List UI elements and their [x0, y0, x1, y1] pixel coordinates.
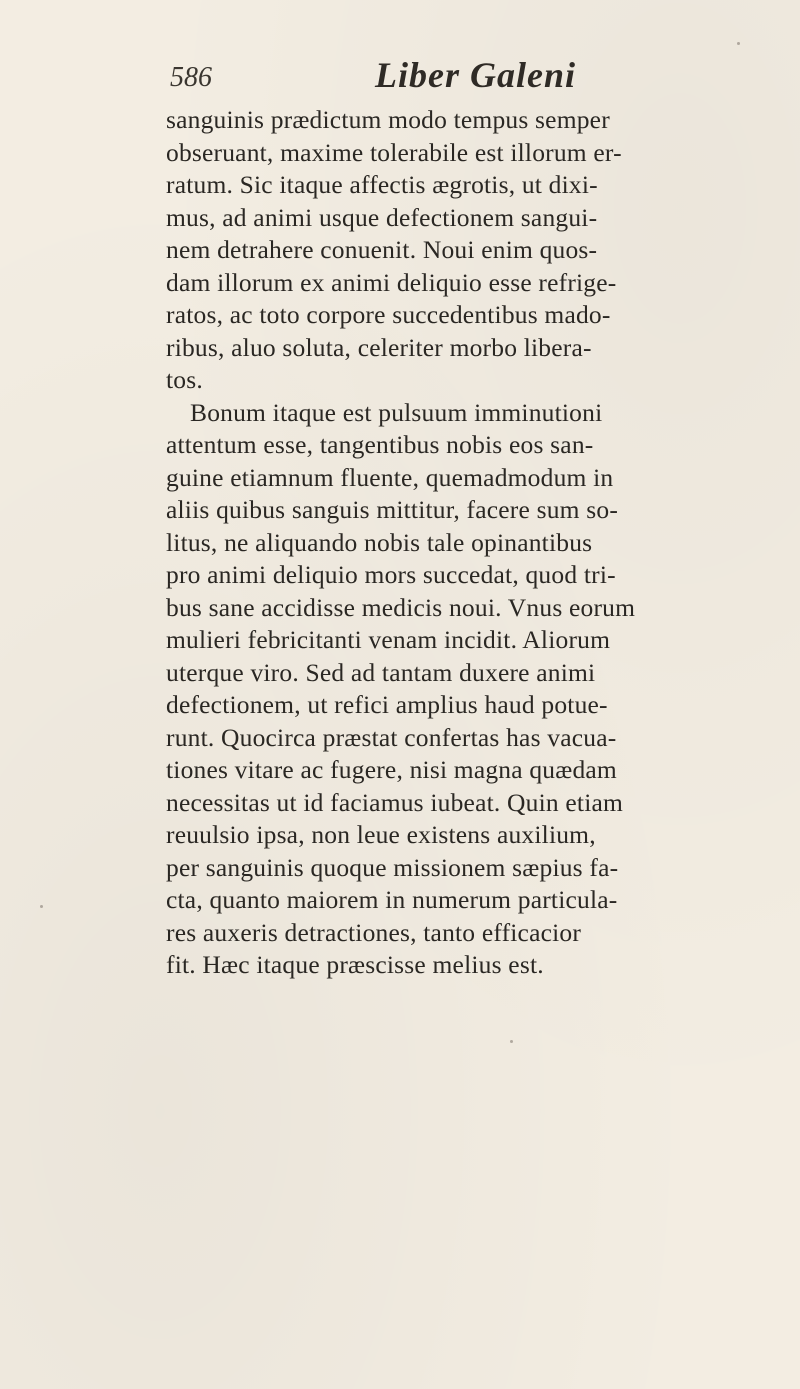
text-line: ratos, ac toto corpore succedentibus mado- [166, 300, 611, 329]
book-title: Liber Galeni [375, 55, 576, 95]
text-line: attentum esse, tangentibus nobis eos san- [166, 430, 594, 459]
text-line: reuulsio ipsa, non leue existens auxilium, [166, 820, 596, 849]
body-text [166, 104, 766, 982]
paragraph-start-line: Bonum itaque est pulsuum imminutioni [190, 397, 603, 427]
text-line: ratum. Sic itaque affectis ægrotis, ut dixi- [166, 170, 598, 199]
text-line: obseruant, maxime tolerabile est illorum er- [166, 137, 622, 167]
text-line: sanguinis prædictum modo tempus semper [166, 105, 610, 134]
running-head [170, 55, 610, 102]
text-line: necessitas ut id faciamus iubeat. Quin etiam [166, 787, 624, 817]
text-line: nem detrahere conuenit. Noui enim quos- [166, 235, 598, 264]
text-line: fit. Hæc itaque præscisse melius est. [166, 950, 544, 979]
text-line: res auxeris detractiones, tanto efficacior [166, 917, 582, 947]
text-line: uterque viro. Sed ad tantam duxere animi [166, 657, 596, 687]
text-line: guine etiamnum fluente, quemadmodum in [166, 462, 614, 492]
text-line: mus, ad animi usque defectionem sangui- [166, 202, 598, 232]
text-line: pro animi deliquio mors succedat, quod tri- [166, 560, 616, 589]
text-line: litus, ne aliquando nobis tale opinantibus [166, 527, 593, 557]
page-number: 586 [170, 62, 212, 93]
text-line: tiones vitare ac fugere, nisi magna quædam [166, 755, 617, 784]
text-line: tos. [166, 365, 203, 394]
paper-blemish [40, 905, 43, 908]
text-line: dam illorum ex animi deliquio esse refrige- [166, 267, 617, 297]
text-line: bus sane accidisse medicis noui. Vnus eorum [166, 592, 636, 622]
text-line: mulieri febricitanti venam incidit. Aliorum [166, 625, 611, 654]
text-line: ribus, aluo soluta, celeriter morbo libera- [166, 332, 592, 362]
text-line: per sanguinis quoque missionem sæpius fa- [166, 852, 619, 882]
paper-blemish [737, 42, 740, 45]
text-line: runt. Quocirca præstat confertas has vacua- [166, 722, 617, 752]
paper-blemish [510, 1040, 513, 1043]
text-line: aliis quibus sanguis mittitur, facere sum so- [166, 495, 619, 524]
text-line: defectionem, ut refici amplius haud potue- [166, 690, 608, 719]
text-line: cta, quanto maiorem in numerum particula- [166, 885, 618, 914]
